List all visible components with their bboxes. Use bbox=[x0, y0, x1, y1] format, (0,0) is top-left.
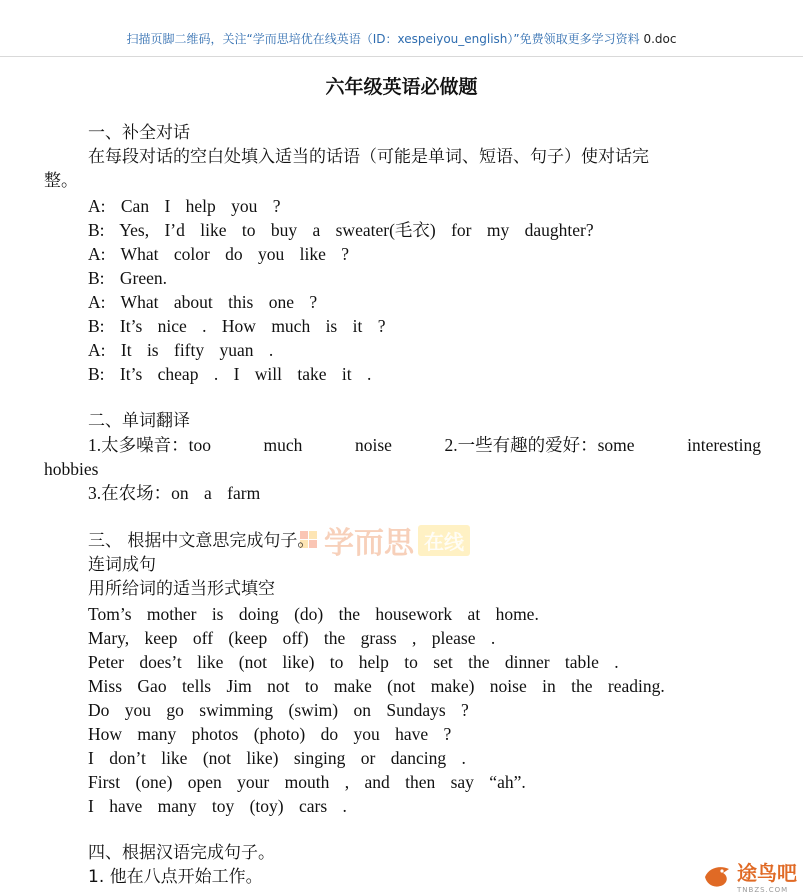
sentence-line: How many photos (photo) do you have ? bbox=[88, 724, 452, 744]
bird-logo-icon bbox=[703, 863, 733, 889]
sentence-line: Miss Gao tells Jim not to make (not make) noise in the reading. bbox=[88, 676, 665, 696]
section2-heading: 二、单词翻译 bbox=[88, 411, 190, 431]
sentence-line: I have many toy (toy) cars . bbox=[88, 796, 347, 816]
section3-heading: 三、 根据中文意思完成句子。 bbox=[88, 531, 315, 551]
translation-line2: 3.在农场：on a farm bbox=[88, 483, 261, 503]
translation-line1-cont: hobbies bbox=[44, 459, 99, 479]
dialog-line: A: What about this one ? bbox=[88, 292, 318, 312]
translation-word: 2.一些有趣的爱好：some bbox=[444, 435, 635, 455]
logo-text: 途鸟吧 bbox=[737, 861, 797, 885]
translation-word: interesting bbox=[687, 435, 761, 455]
sentence-line: Mary, keep off (keep off) the grass , please . bbox=[88, 628, 496, 648]
section1-heading: 一、补全对话 bbox=[88, 123, 190, 143]
translation-line1 bbox=[88, 433, 761, 457]
dialog-line: B: Green. bbox=[88, 268, 168, 288]
section1-instruction-line2: 整。 bbox=[44, 171, 78, 191]
dialog-line: B: Yes, I’d like to buy a sweater(毛衣) for my daughter? bbox=[88, 220, 594, 240]
header-filename: 0.doc bbox=[643, 32, 677, 46]
logo-subtext: TNBZS.COM bbox=[737, 886, 789, 894]
dialog-line: A: It is fifty yuan . bbox=[88, 340, 274, 360]
sentence-line: Do you go swimming (swim) on Sundays ? bbox=[88, 700, 469, 720]
header-divider bbox=[0, 56, 803, 57]
translation-word: 1.太多噪音：too bbox=[88, 435, 211, 455]
watermark-tag: 在线 bbox=[418, 525, 470, 556]
dialog-line: A: What color do you like ? bbox=[88, 244, 350, 264]
translation-word: much bbox=[263, 435, 303, 455]
section3-sub2: 用所给词的适当形式填空 bbox=[88, 579, 275, 599]
watermark-logo bbox=[300, 520, 470, 560]
section1-instruction-line1: 在每段对话的空白处填入适当的话语（可能是单词、短语、句子）使对话完 bbox=[88, 147, 649, 167]
site-logo bbox=[703, 857, 797, 894]
sentence-line: I don’t like (not like) singing or dancing . bbox=[88, 748, 466, 768]
page-title: 六年级英语必做题 bbox=[325, 76, 478, 98]
header-text: 扫描页脚二维码，关注“学而思培优在线英语（ID：xespeiyou_english）”免费领取更多学习资料 bbox=[126, 32, 640, 46]
dialog-line: B: It’s cheap . I will take it . bbox=[88, 364, 372, 384]
page-header bbox=[0, 30, 803, 47]
sentence-line: Tom’s mother is doing (do) the housework at home. bbox=[88, 604, 539, 624]
section4-line1: 1. 他在八点开始工作。 bbox=[88, 867, 263, 887]
sentence-line: Peter does’t like (not like) to help to set the dinner table . bbox=[88, 652, 619, 672]
watermark-text: 学而思 bbox=[324, 526, 414, 561]
dialog-line: A: Can I help you ? bbox=[88, 196, 281, 216]
dialog-line: B: It’s nice . How much is it ? bbox=[88, 316, 386, 336]
section4-heading: 四、根据汉语完成句子。 bbox=[88, 843, 275, 863]
sentence-line: First (one) open your mouth , and then say “ah”. bbox=[88, 772, 526, 792]
translation-word: noise bbox=[354, 435, 392, 455]
section3-sub1: 连词成句 bbox=[88, 555, 156, 575]
